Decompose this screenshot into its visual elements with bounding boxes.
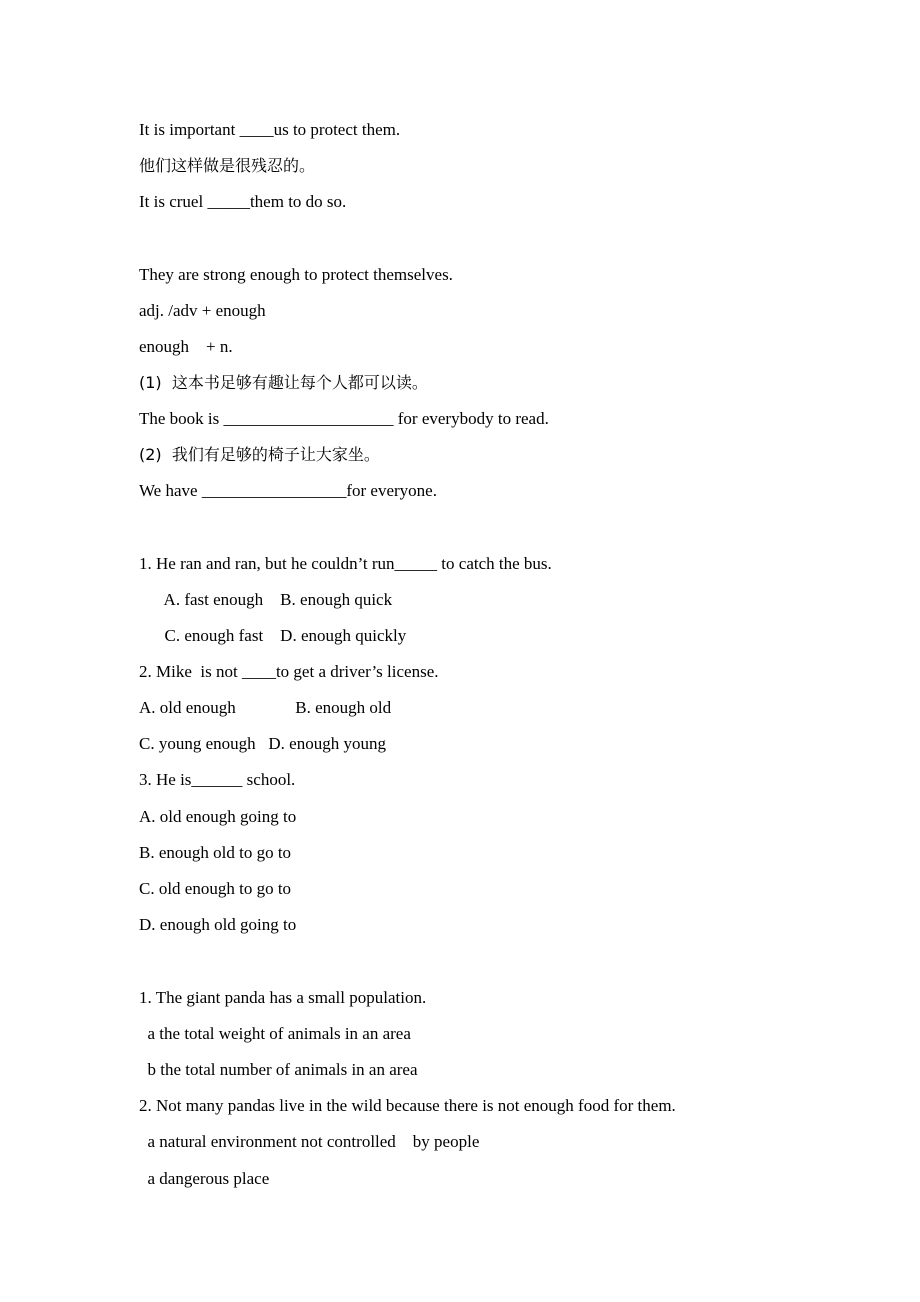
question-2-options-ab: A. old enough B. enough old [139, 698, 392, 717]
exercise-2-sentence: We have _________________for everyone. [139, 481, 437, 500]
question-3: 3. He is______ school. [139, 770, 296, 789]
sentence-cruel: It is cruel _____them to do so. [139, 192, 347, 211]
vocab-2-option-b: a dangerous place [139, 1169, 270, 1188]
vocab-sentence-1: 1. The giant panda has a small population. [139, 988, 427, 1007]
grammar-rule-enough-noun: enough + n. [139, 337, 233, 356]
vocab-sentence-2: 2. Not many pandas live in the wild because there is not enough food for them. [139, 1096, 676, 1115]
question-1: 1. He ran and ran, but he couldn’t run_____ to catch the bus. [139, 554, 552, 573]
chinese-sentence-cruel: 他们这样做是很残忍的。 [139, 156, 316, 175]
question-2-options-cd: C. young enough D. enough young [139, 734, 386, 753]
exercise-1-sentence: The book is ____________________ for everybody to read. [139, 409, 549, 428]
question-2: 2. Mike is not ____to get a driver’s license. [139, 662, 439, 681]
question-1-options-cd: C. enough fast D. enough quickly [139, 626, 407, 645]
vocab-1-option-a: a the total weight of animals in an area [139, 1024, 411, 1043]
question-1-options-ab: A. fast enough B. enough quick [139, 590, 393, 609]
chinese-exercise-2: (2) 我们有足够的椅子让大家坐。 [139, 445, 380, 464]
question-3-option-d: D. enough old going to [139, 915, 297, 934]
question-3-option-a: A. old enough going to [139, 807, 297, 826]
sentence-important: It is important ____us to protect them. [139, 120, 401, 139]
chinese-exercise-1: (1) 这本书足够有趣让每个人都可以读。 [139, 373, 428, 392]
grammar-rule-adj-enough: adj. /adv + enough [139, 301, 266, 320]
vocab-2-option-a: a natural environment not controlled by people [139, 1132, 480, 1151]
question-3-option-c: C. old enough to go to [139, 879, 292, 898]
question-3-option-b: B. enough old to go to [139, 843, 292, 862]
vocab-1-option-b: b the total number of animals in an area [139, 1060, 418, 1079]
example-strong-enough: They are strong enough to protect themselves. [139, 265, 453, 284]
